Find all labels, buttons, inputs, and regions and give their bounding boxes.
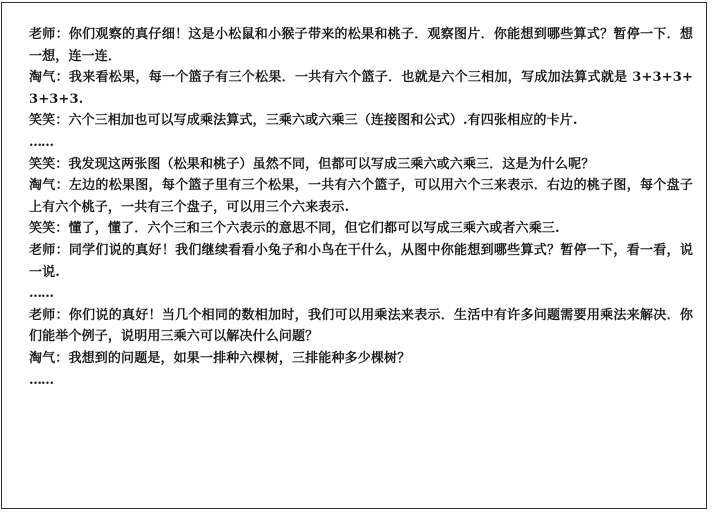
speaker-label: 淘气： <box>29 350 69 366</box>
ellipsis-line <box>29 283 693 305</box>
dialogue-line <box>29 175 693 218</box>
dialogue-line <box>29 305 693 348</box>
dialogue-text: 我发现这两张图（松果和桃子）虽然不同，但都可以写成三乘六或六乘三．这是为什么呢？ <box>68 156 595 172</box>
ellipsis-text: …… <box>29 372 53 388</box>
dialogue-line <box>29 348 693 370</box>
speaker-label: 老师： <box>29 27 69 42</box>
dialogue-line <box>29 154 693 176</box>
ellipsis-line <box>29 370 693 392</box>
dialogue-line <box>29 110 693 132</box>
ellipsis-text: …… <box>29 134 53 150</box>
speaker-label: 笑笑： <box>29 221 69 237</box>
dialogue-line <box>29 218 693 240</box>
ellipsis-text: …… <box>29 286 53 302</box>
dialogue-line <box>29 240 693 283</box>
dialogue-text: 同学们说的真好！我们继续看看小兔子和小鸟在干什么，从图中你能想到哪些算式？暂停一下，看一看，说一说. <box>29 242 693 280</box>
dialogue-text: 懂了，懂了．六个三和三个六表示的意思不同，但它们都可以写成三乘六或者六乘三. <box>68 221 560 237</box>
dialogue-text: 我想到的问题是，如果一排种六棵树，三排能种多少棵树？ <box>68 350 411 366</box>
speaker-label: 老师： <box>29 242 69 258</box>
speaker-label: 老师： <box>29 307 69 323</box>
dialogue-text: 你们观察的真仔细！这是小松鼠和小猴子带来的松果和桃子．观察图片．你能想到哪些算式？暂停一下．想一想，连一连． <box>29 27 693 64</box>
speaker-label: 笑笑： <box>29 113 69 129</box>
speaker-label: 淘气： <box>29 178 69 194</box>
dialogue-line <box>29 24 693 67</box>
dialogue-text: 你们说的真好！当几个相同的数相加时，我们可以用乘法来表示．生活中有许多问题需要用乘法来解决．你们能举个例子，说明用三乘六可以解决什么问题？ <box>29 307 693 345</box>
dialogue-line <box>29 67 693 110</box>
ellipsis-line <box>29 132 693 154</box>
speaker-label: 淘气： <box>29 70 69 86</box>
speaker-label: 笑笑： <box>29 156 69 172</box>
dialogue-transcript <box>29 24 693 391</box>
dialogue-text: 我来看松果，每一个篮子有三个松果．一共有六个篮子．也就是六个三相加，写成加法算式就是 3+3+3+3+3+3. <box>29 70 693 107</box>
dialogue-text: 六个三相加也可以写成乘法算式，三乘六或六乘三（连接图和公式）.有四张相应的卡片. <box>68 113 578 129</box>
dialogue-text: 左边的松果图，每个篮子里有三个松果，一共有六个篮子，可以用六个三来表示．右边的桃子图，每个盘子上有六个桃子，一共有三个盘子，可以用三个六来表示. <box>29 178 693 215</box>
document-frame <box>1 2 707 509</box>
